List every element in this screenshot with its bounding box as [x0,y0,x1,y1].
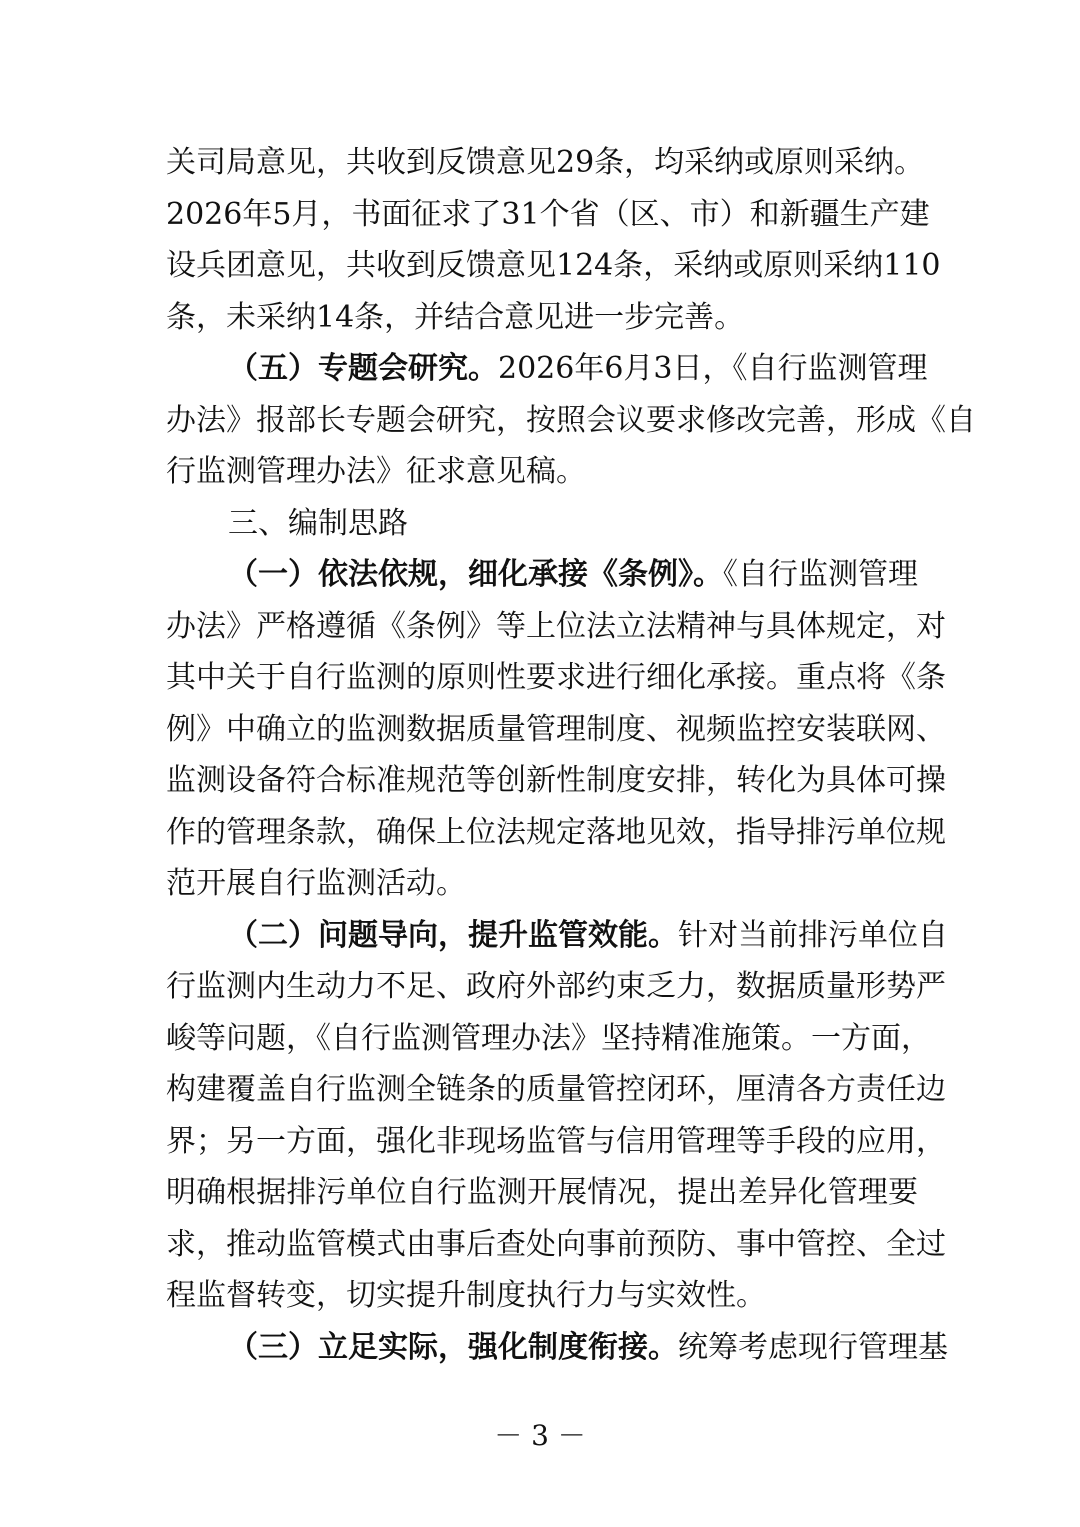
line-text: 2026年5月，书面征求了31个省（区、市）和新疆生产建 [166,196,930,232]
line-text: 针对当前排污单位自 [678,917,948,953]
text-line [166,1270,918,1322]
line-text: 统筹考虑现行管理基 [678,1329,948,1365]
paragraph-lead: （一）依法依规，细化承接《条例》。 [228,557,723,592]
line-text: 行监测内生动力不足、政府外部约束乏力，数据质量形势严 [166,969,946,1004]
line-text: 其中关于自行监测的原则性要求进行细化承接。重点将《条 [166,660,946,695]
section-heading [166,498,918,550]
paragraph-lead: （三）立足实际，强化制度衔接。 [228,1329,678,1365]
text-line [166,1116,946,1168]
paragraph-heading-line [166,1322,948,1374]
line-text: 作的管理条款，确保上位法规定落地见效，指导排污单位规 [166,814,946,850]
paragraph-lead: （五）专题会研究。 [228,351,498,386]
line-text: 行监测管理办法》征求意见稿。 [166,454,586,489]
text-line [166,858,918,910]
line-text: 范开展自行监测活动。 [166,866,466,901]
page-number: － 3 － [494,1419,586,1452]
line-text: 界；另一方面，强化非现场监管与信用管理等手段的应用， [166,1123,946,1159]
text-line [166,652,946,704]
text-line [166,807,946,859]
paragraph-heading-line [166,343,928,395]
paragraph-heading-line [166,549,918,601]
line-text: 设兵团意见，共收到反馈意见124条，采纳或原则采纳110 [166,248,941,283]
line-text: 例》中确立的监测数据质量管理制度、视频监控安装联网、 [166,711,946,747]
text-line [166,137,925,189]
line-text: 《自行监测管理 [723,557,918,592]
text-line [166,601,946,653]
text-line [166,446,918,498]
paragraph-heading-line [166,910,948,962]
line-text: 2026年6月3日，《自行监测管理 [498,351,928,386]
text-line [166,1013,931,1065]
line-text: 关司局意见，共收到反馈意见29条，均采纳或原则采纳。 [166,145,925,180]
line-text: 办法》报部长专题会研究，按照会议要求修改完善，形成《自 [166,402,976,438]
line-text: 办法》严格遵循《条例》等上位法立法精神与具体规定，对 [166,608,946,644]
text-line [166,292,918,344]
text-line [166,395,976,447]
line-text: 监测设备符合标准规范等创新性制度安排，转化为具体可操 [166,763,946,798]
line-text: 条，未采纳14条，并结合意见进一步完善。 [166,299,745,335]
line-text: 峻等问题，《自行监测管理办法》坚持精准施策。一方面， [166,1020,931,1056]
text-line [166,1167,918,1219]
document-body [166,137,976,1373]
line-text: 程监督转变，切实提升制度执行力与实效性。 [166,1278,766,1313]
text-line [166,704,946,756]
section-title: 三、编制思路 [228,505,408,541]
text-line [166,1219,946,1271]
text-line [166,240,941,292]
line-text: 求，推动监管模式由事后查处向事前预防、事中管控、全过 [166,1226,946,1262]
text-line [166,961,946,1013]
text-line [166,1064,946,1116]
text-line [166,755,946,807]
text-line [166,189,930,241]
paragraph-lead: （二）问题导向，提升监管效能。 [228,917,678,953]
line-text: 构建覆盖自行监测全链条的质量管控闭环，厘清各方责任边 [166,1072,946,1107]
line-text: 明确根据排污单位自行监测开展情况，提出差异化管理要 [166,1175,918,1210]
